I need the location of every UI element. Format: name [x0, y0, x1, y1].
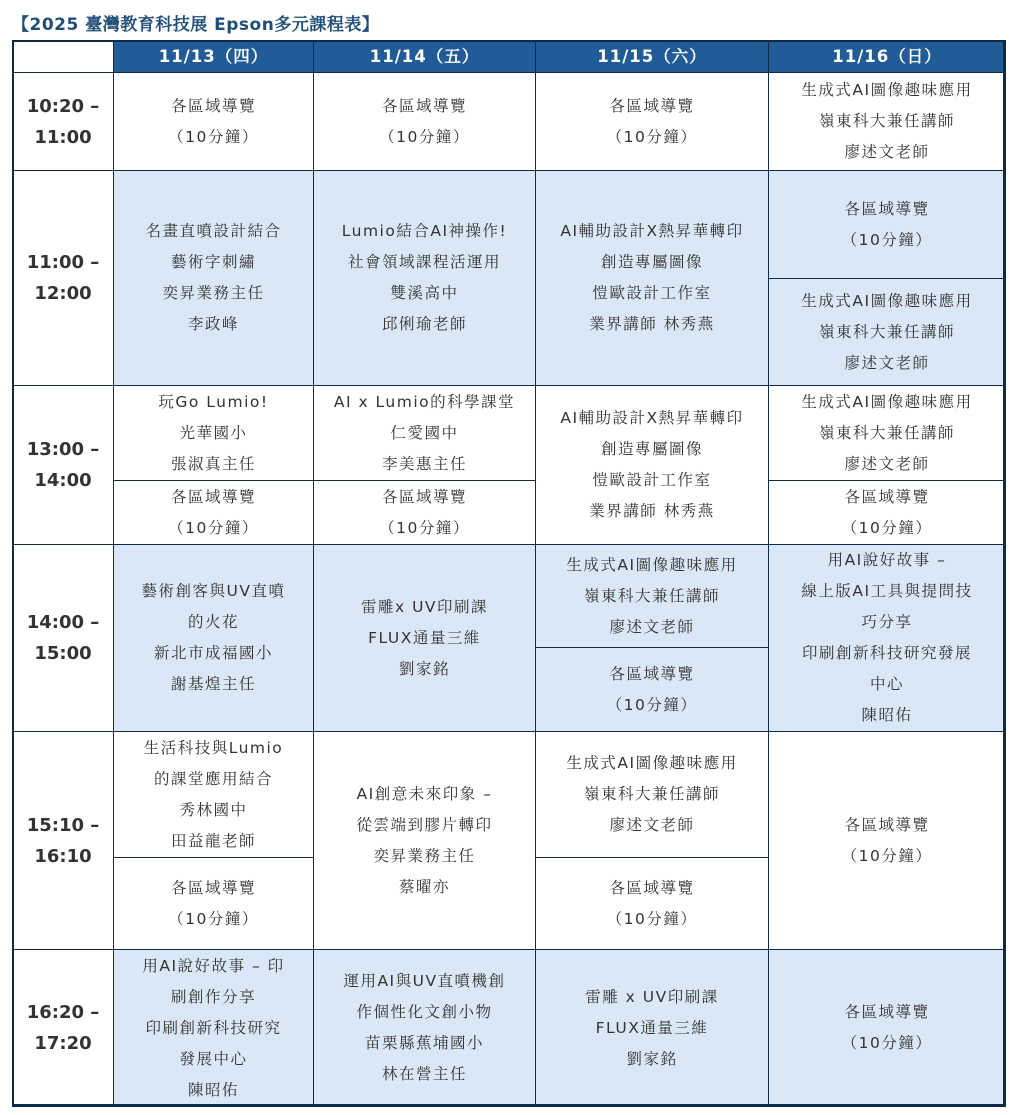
cell-text-line: 17:20	[34, 1033, 92, 1054]
cell-text-line: 線上版AI工具與提問技	[801, 582, 973, 600]
cell-text-line: 16:10	[34, 845, 92, 867]
time-slot-6	[12, 949, 114, 1107]
header-day-1	[113, 40, 314, 73]
cell-text-line: 各區域導覽	[609, 96, 695, 115]
cell-text-line: AI創意未來印象 –	[356, 784, 493, 803]
cell-text-line: （10分鐘）	[841, 1034, 933, 1052]
cell-text-line: 各區域導覽	[844, 815, 930, 834]
cell-text-line: 15:10 –	[26, 814, 100, 836]
session-cell	[313, 170, 536, 386]
cell-text-line: 李政峰	[187, 315, 239, 333]
cell-text-line: 刷創作分享	[170, 987, 256, 1006]
cell-text-line: Lumio結合AI神操作!	[341, 222, 508, 240]
page-title: 【2025 臺灣教育科技展 Epson多元課程表】	[12, 15, 380, 35]
cell-text-line: 嶺東科大兼任講師	[818, 322, 955, 341]
cell-text-line: 社會領域課程活運用	[347, 253, 501, 271]
cell-text-line: 巧分享	[861, 613, 913, 631]
cell-text-line: 各區域導覽	[844, 487, 930, 506]
cell-text-line: 嶺東科大兼任講師	[583, 785, 720, 803]
cell-text-line: 業界講師 林秀燕	[589, 502, 715, 520]
cell-text-line: 嶺東科大兼任講師	[583, 586, 720, 605]
session-cell	[113, 385, 314, 481]
cell-text-line: 10:20 –	[26, 95, 100, 117]
cell-text-line: 各區域導覽	[844, 1003, 930, 1021]
cell-text-line: 各區域導覽	[844, 199, 930, 218]
cell-text-line: 印刷創新科技研究	[145, 1018, 282, 1037]
cell-text-line: （10分鐘）	[168, 127, 259, 146]
cell-text-line: 張淑真主任	[170, 454, 256, 473]
cell-text-line: 嶺東科大兼任講師	[818, 112, 955, 130]
cell-text-line: 廖述文老師	[609, 617, 695, 636]
cell-text-line: 11:00 –	[26, 252, 100, 273]
cell-text-line: 從雲端到膠片轉印	[356, 815, 493, 834]
cell-text-line: 14:00	[34, 470, 92, 491]
header-day-2	[313, 40, 536, 73]
cell-text-line: 發展中心	[179, 1049, 248, 1068]
session-cell	[535, 72, 769, 171]
cell-text-line: （10分鐘）	[606, 909, 698, 928]
cell-text-line: FLUX通量三維	[595, 1018, 709, 1037]
cell-text-line: 林在營主任	[381, 1065, 467, 1083]
cell-text-line: 各區域導覽	[609, 878, 695, 897]
cell-text-line: （10分鐘）	[168, 518, 259, 537]
header-day-4	[768, 40, 1006, 73]
cell-text-line: 創造專屬圖像	[600, 253, 703, 271]
cell-text-line: 玩Go Lumio!	[158, 392, 269, 411]
cell-text-line: 雷雕x UV印刷課	[360, 597, 489, 616]
cell-text-line: （10分鐘）	[841, 846, 933, 865]
cell-text-line: 藝術字刺繡	[170, 253, 256, 271]
cell-text-line: 的火花	[187, 613, 239, 631]
cell-text-line: 12:00	[34, 283, 92, 304]
session-cell	[535, 385, 769, 545]
cell-text-line: 奕昇業務主任	[373, 846, 476, 865]
time-slot-2	[12, 170, 114, 386]
cell-text-line: 11:00	[34, 126, 92, 148]
session-cell	[113, 170, 314, 386]
session-cell	[313, 480, 536, 545]
session-cell	[768, 544, 1006, 732]
session-cell	[535, 544, 769, 648]
cell-text-line: 11/13（四）	[158, 46, 269, 66]
session-cell	[113, 72, 314, 171]
session-cell	[768, 385, 1006, 481]
cell-text-line: 用AI說好故事 –	[827, 551, 947, 569]
cell-text-line: 蔡曜亦	[398, 877, 450, 896]
cell-text-line: 11/16（日）	[832, 46, 942, 66]
cell-text-line: AI輔助設計X熱昇華轉印	[560, 409, 744, 427]
cell-text-line: （10分鐘）	[606, 127, 698, 146]
cell-text-line: 雷雕 x UV印刷課	[585, 987, 719, 1006]
cell-text-line: 11/14（五）	[369, 46, 480, 66]
cell-text-line: 生成式AI圖像趣味應用	[566, 754, 738, 772]
cell-text-line: 新北市成福國小	[153, 644, 273, 662]
cell-text-line: （10分鐘）	[379, 518, 470, 537]
cell-text-line: 雙溪高中	[390, 284, 459, 302]
cell-text-line: 14:00 –	[26, 612, 100, 633]
cell-text-line: 各區域導覽	[381, 487, 467, 506]
time-slot-5	[12, 731, 114, 950]
session-cell	[313, 731, 536, 950]
cell-text-line: 秀林國中	[179, 800, 248, 819]
cell-text-line: 名畫直噴設計結合	[145, 222, 282, 240]
cell-text-line: 謝基煌主任	[170, 675, 256, 693]
session-cell	[768, 731, 1006, 950]
session-cell	[313, 949, 536, 1107]
cell-text-line: 光華國小	[179, 423, 248, 442]
cell-text-line: 各區域導覽	[609, 664, 695, 683]
cell-text-line: 田益龍老師	[170, 831, 256, 850]
cell-text-line: 各區域導覽	[170, 96, 256, 115]
cell-text-line: （10分鐘）	[841, 518, 933, 537]
time-slot-4	[12, 544, 114, 732]
session-cell	[535, 170, 769, 386]
session-cell	[313, 72, 536, 171]
session-cell	[113, 731, 314, 858]
cell-text-line: AI x Lumio的科學課堂	[333, 392, 516, 411]
cell-text-line: 各區域導覽	[170, 878, 256, 897]
cell-text-line: 陳昭佑	[861, 706, 913, 724]
cell-text-line: 中心	[869, 675, 904, 693]
cell-text-line: 各區域導覽	[170, 487, 256, 506]
header-day-3	[535, 40, 769, 73]
cell-text-line: （10分鐘）	[379, 127, 470, 146]
session-cell	[768, 278, 1006, 386]
cell-text-line: 廖述文老師	[609, 816, 695, 834]
cell-text-line: 業界講師 林秀燕	[589, 315, 715, 333]
session-cell	[113, 480, 314, 545]
cell-text-line: 各區域導覽	[381, 96, 467, 115]
cell-text-line: 廖述文老師	[844, 454, 930, 473]
cell-text-line: 15:00	[34, 643, 92, 664]
cell-text-line: 陳昭佑	[187, 1080, 239, 1099]
cell-text-line: 的課堂應用結合	[153, 769, 273, 788]
cell-text-line: 藝術創客與UV直噴	[141, 582, 286, 600]
cell-text-line: 嶺東科大兼任講師	[818, 423, 955, 442]
session-cell	[535, 857, 769, 950]
cell-text-line: 劉家銘	[626, 1049, 678, 1068]
cell-text-line: 用AI說好故事 – 印	[142, 956, 285, 975]
cell-text-line: 11/15（六）	[597, 46, 707, 66]
cell-text-line: 13:00 –	[26, 439, 100, 460]
cell-text-line: 生成式AI圖像趣味應用	[801, 392, 973, 411]
session-cell	[113, 857, 314, 950]
session-cell	[768, 949, 1006, 1107]
cell-text-line: 印刷創新科技研究發展	[801, 644, 972, 662]
cell-text-line: 苗栗縣蕉埔國小	[364, 1034, 484, 1052]
cell-text-line: 劉家銘	[398, 659, 450, 678]
cell-text-line: 愷歐設計工作室	[592, 471, 712, 489]
session-cell	[768, 480, 1006, 545]
cell-text-line: 作個性化文創小物	[356, 1003, 493, 1021]
session-cell	[535, 949, 769, 1107]
session-cell	[535, 647, 769, 732]
cell-text-line: 生成式AI圖像趣味應用	[566, 555, 738, 574]
cell-text-line: 李美惠主任	[381, 454, 467, 473]
cell-text-line: 廖述文老師	[844, 353, 930, 372]
cell-text-line: 仁愛國中	[390, 423, 459, 442]
cell-text-line: 邱俐瑜老師	[381, 315, 467, 333]
cell-text-line: 16:20 –	[26, 1002, 100, 1023]
session-cell	[313, 544, 536, 732]
cell-text-line: （10分鐘）	[168, 909, 259, 928]
cell-text-line: 廖述文老師	[844, 143, 930, 161]
time-slot-3	[12, 385, 114, 545]
cell-text-line: FLUX通量三維	[368, 628, 481, 647]
session-cell	[113, 949, 314, 1107]
cell-text-line: 奕昇業務主任	[162, 284, 265, 302]
session-cell	[768, 72, 1006, 171]
session-cell	[313, 385, 536, 481]
header-corner	[12, 40, 114, 73]
cell-text-line: 愷歐設計工作室	[592, 284, 712, 302]
cell-text-line: 生成式AI圖像趣味應用	[801, 291, 973, 310]
cell-text-line: （10分鐘）	[606, 695, 698, 714]
cell-text-line: （10分鐘）	[841, 230, 933, 249]
cell-text-line: 運用AI與UV直噴機創	[343, 972, 506, 990]
session-cell	[535, 731, 769, 858]
cell-text-line: 生活科技與Lumio	[143, 738, 284, 757]
session-cell	[113, 544, 314, 732]
cell-text-line: 生成式AI圖像趣味應用	[801, 81, 973, 99]
session-cell	[768, 170, 1006, 279]
cell-text-line: AI輔助設計X熱昇華轉印	[560, 222, 744, 240]
cell-text-line: 創造專屬圖像	[600, 440, 703, 458]
time-slot-1	[12, 72, 114, 171]
